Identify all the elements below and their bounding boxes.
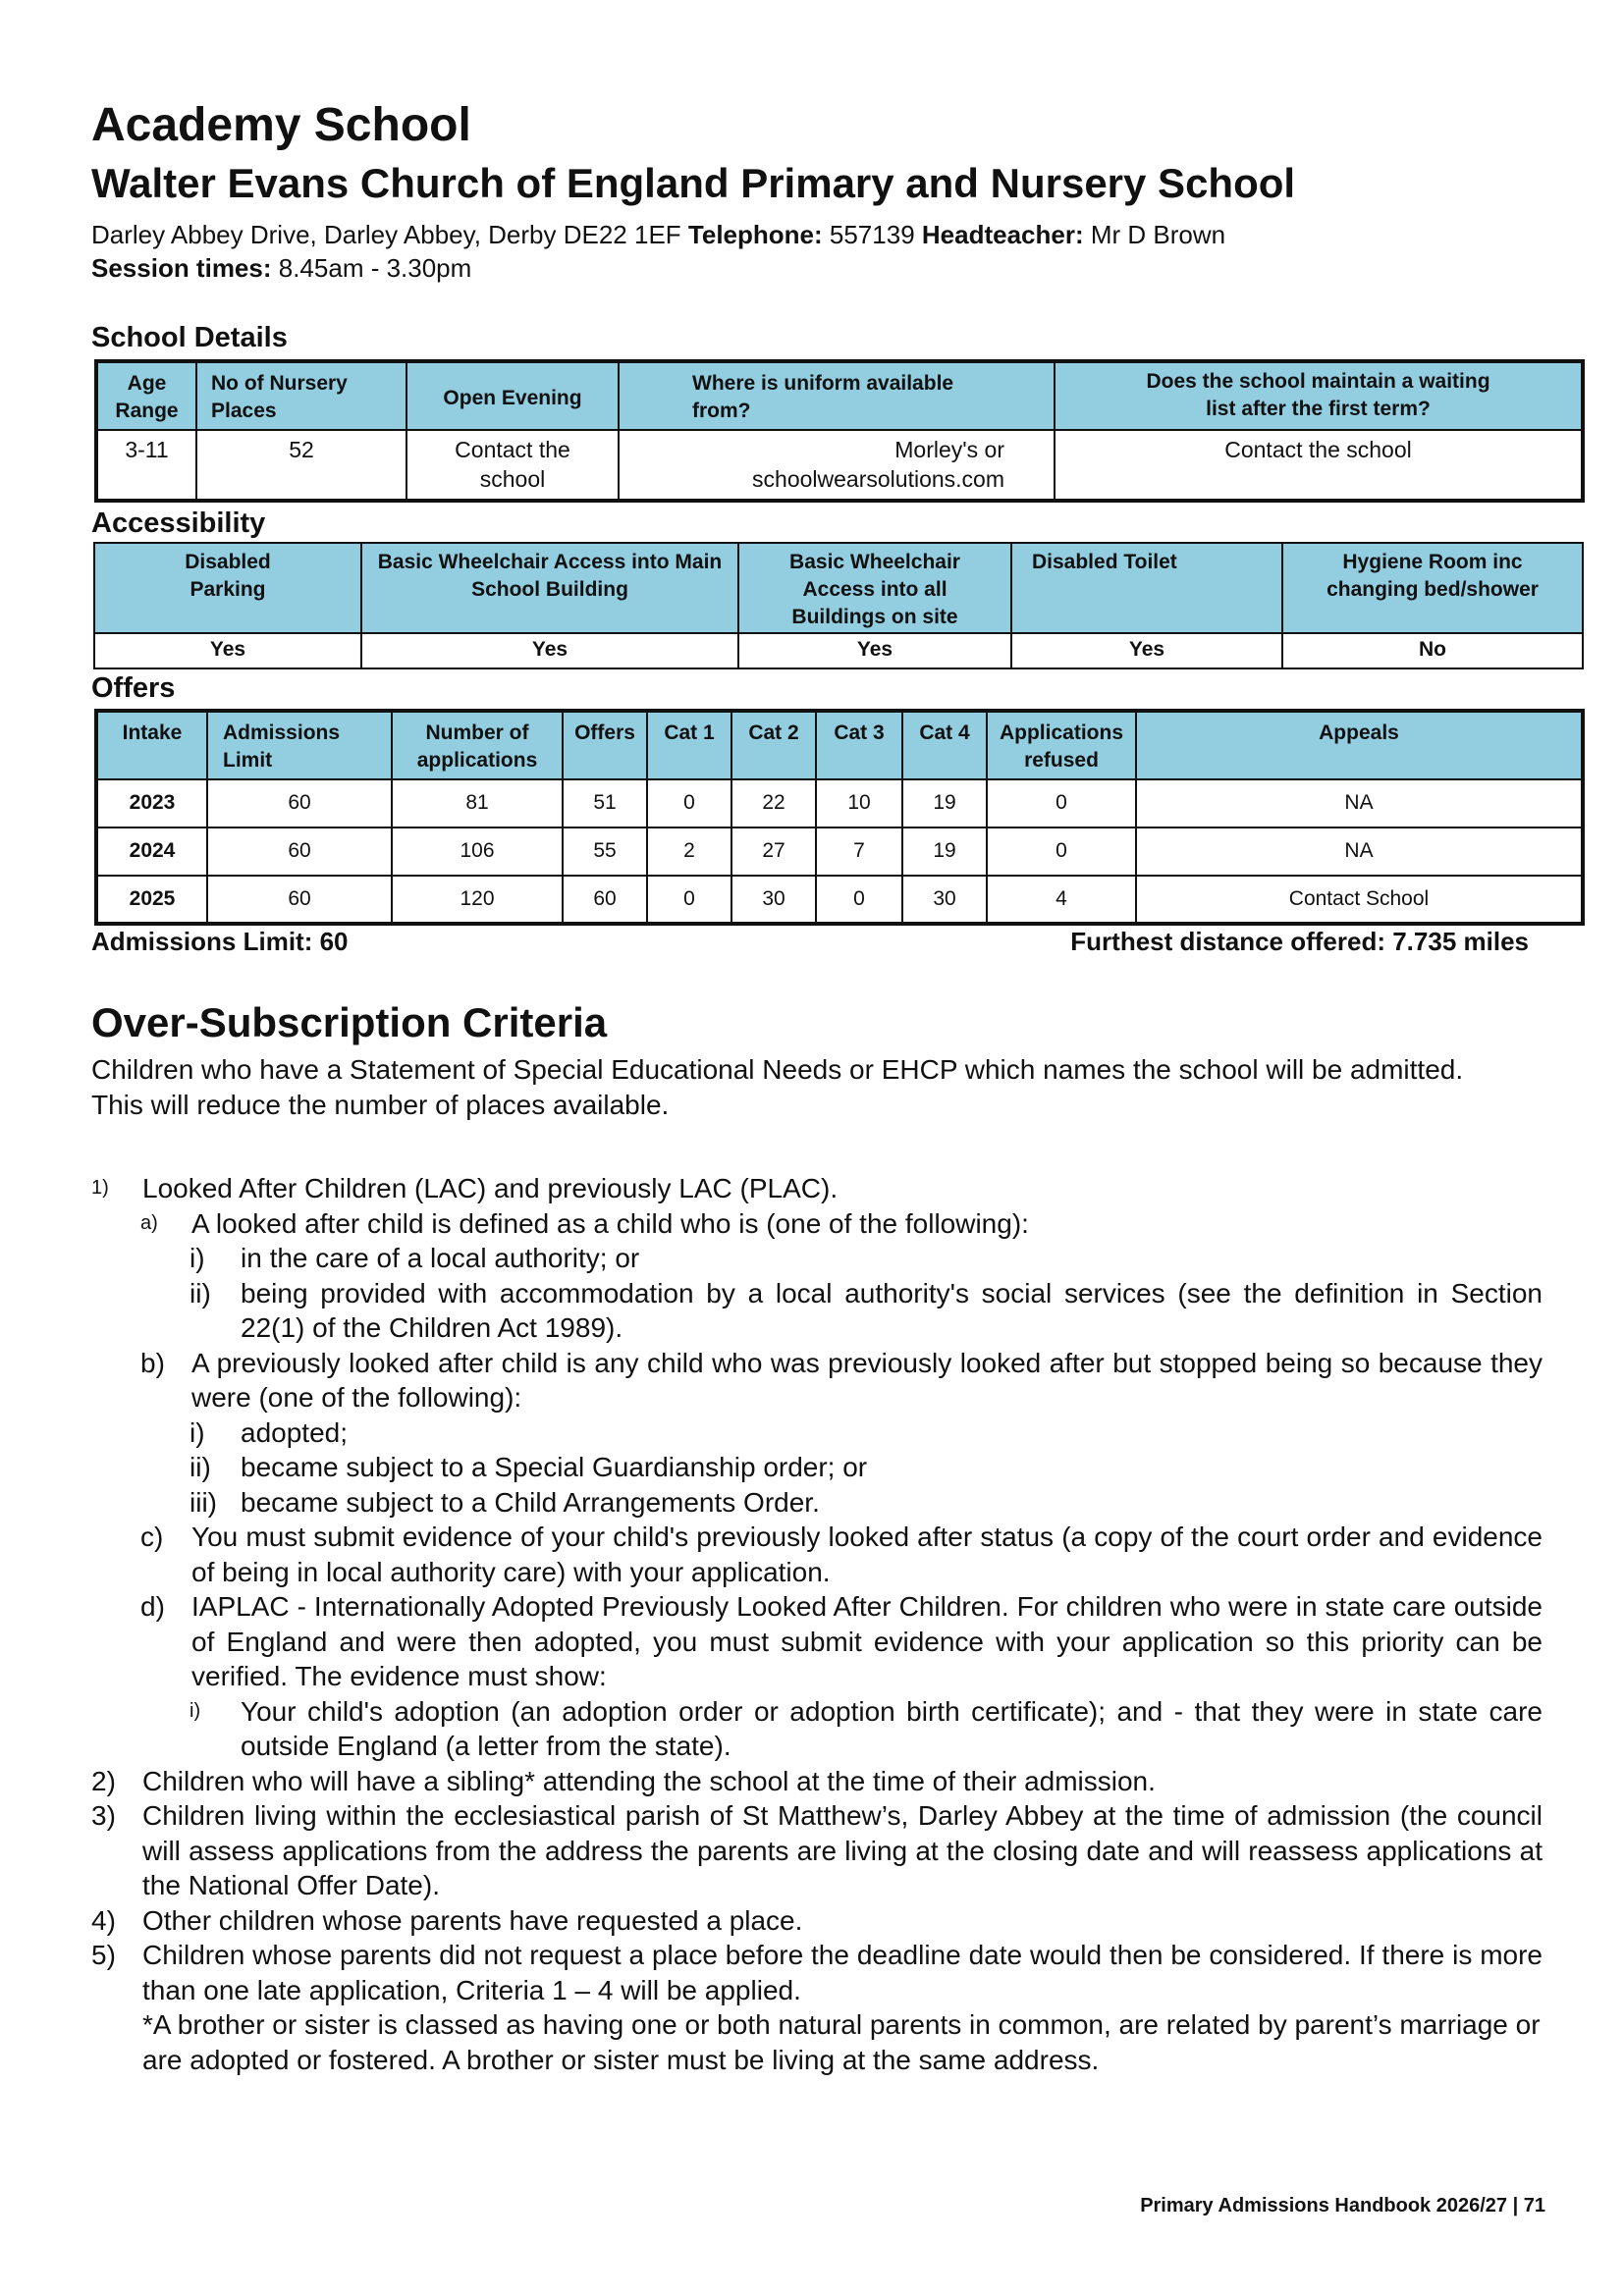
header-wheelchair-main: Basic Wheelchair Access into Main School Building	[361, 543, 738, 633]
list-marker: ii)	[189, 1452, 211, 1482]
header-disabled-toilet: Disabled Toilet	[1011, 543, 1282, 633]
session-times: 8.45am - 3.30pm	[278, 253, 472, 283]
list-marker: i)	[189, 1416, 205, 1448]
list-text: Looked After Children (LAC) and previously LAC (PLAC).	[142, 1173, 839, 1203]
headteacher: Mr D Brown	[1090, 220, 1226, 249]
cell: 0	[987, 779, 1136, 828]
list-item	[91, 1206, 1543, 1242]
list-text: adopted;	[241, 1416, 348, 1448]
list-item	[91, 1938, 1543, 2007]
value-disabled-parking: Yes	[94, 633, 361, 668]
school-details-heading: School Details	[91, 322, 288, 353]
telephone-label: Telephone:	[687, 220, 823, 249]
sibling-note	[91, 2007, 1543, 2077]
list-text: became subject to a Special Guardianship order; or	[241, 1452, 868, 1482]
cell: 19	[902, 828, 987, 876]
header-wheelchair-all: Basic Wheelchair Access into all Buildings on site	[738, 543, 1011, 633]
school-contact-info	[91, 218, 1225, 285]
value-uniform: Morley's or schoolwearsolutions.com	[619, 430, 1055, 501]
value-wheelchair-all: Yes	[738, 633, 1011, 668]
cell: 22	[731, 779, 816, 828]
cell: 2	[647, 828, 731, 876]
cell: 106	[392, 828, 563, 876]
value-nursery-places: 52	[196, 430, 406, 501]
table-row	[96, 876, 1583, 924]
header-admissions-limit: Admissions Limit	[207, 711, 392, 779]
table-row	[96, 828, 1583, 876]
list-item	[91, 1694, 1543, 1764]
list-marker: ii)	[189, 1277, 211, 1308]
telephone: 557139	[829, 220, 915, 249]
list-marker: 2)	[91, 1765, 116, 1796]
furthest-distance-summary: Furthest distance offered: 7.735 miles	[1070, 927, 1529, 956]
list-item	[91, 1589, 1543, 1694]
value-wheelchair-main: Yes	[361, 633, 738, 668]
header-applications: Number of applications	[392, 711, 563, 779]
table-row	[96, 779, 1583, 828]
headteacher-label: Headteacher:	[921, 220, 1084, 249]
cell: 60	[207, 828, 392, 876]
cell-intake: 2025	[96, 876, 207, 924]
list-item	[91, 1346, 1543, 1415]
list-marker: i)	[189, 1243, 205, 1273]
list-marker: 4)	[91, 1904, 116, 1936]
criteria-list	[91, 1171, 1543, 2077]
list-item	[91, 1485, 1543, 1521]
list-text: Children living within the ecclesiastical parish of St Matthew’s, Darley Abbey at the time of admission (the council will assess applications from the address the parents are living at the closing date and will reassess applications at the National Offer Date).	[142, 1800, 1543, 1900]
header-offers: Offers	[563, 711, 647, 779]
list-item	[91, 1450, 1543, 1485]
header-intake: Intake	[96, 711, 207, 779]
cell-intake: 2024	[96, 828, 207, 876]
list-item	[91, 1276, 1543, 1346]
cell: 0	[647, 876, 731, 924]
list-marker: 5)	[91, 1940, 116, 1970]
value-waiting-list: Contact the school	[1055, 430, 1583, 501]
list-marker: 3)	[91, 1800, 116, 1831]
cell: 30	[731, 876, 816, 924]
list-item	[91, 1798, 1543, 1903]
value-hygiene-room: No	[1282, 633, 1583, 668]
cell: Contact School	[1136, 876, 1583, 924]
cell: 27	[731, 828, 816, 876]
accessibility-heading: Accessibility	[91, 507, 266, 539]
header-cat1: Cat 1	[647, 711, 731, 779]
header-disabled-parking: Disabled Parking	[94, 543, 361, 633]
cell: 10	[816, 779, 902, 828]
session-label: Session times:	[91, 253, 272, 283]
list-marker: a)	[140, 1211, 158, 1234]
list-item	[91, 1520, 1543, 1589]
cell: 60	[563, 876, 647, 924]
address: Darley Abbey Drive, Darley Abbey, Derby DE22 1EF	[91, 220, 681, 249]
header-waiting-list: Does the school maintain a waiting list after the first term?	[1055, 361, 1583, 430]
header-hygiene-room: Hygiene Room inc changing bed/shower	[1282, 543, 1583, 633]
cell: 0	[816, 876, 902, 924]
cell-intake: 2023	[96, 779, 207, 828]
school-name: Walter Evans Church of England Primary and Nursery School	[91, 160, 1296, 206]
cell: NA	[1136, 828, 1583, 876]
list-text: A previously looked after child is any child who was previously looked after but stopped being so because they were (one of the following):	[191, 1347, 1543, 1413]
cell: 55	[563, 828, 647, 876]
header-applications-refused: Applications refused	[987, 711, 1136, 779]
page-category: Academy School	[91, 99, 471, 151]
cell: 19	[902, 779, 987, 828]
value-open-evening: Contact the school	[406, 430, 619, 501]
list-marker: iii)	[189, 1486, 217, 1518]
criteria-heading: Over-Subscription Criteria	[91, 999, 608, 1045]
list-text: in the care of a local authority; or	[241, 1243, 640, 1273]
header-uniform: Where is uniform available from?	[619, 361, 1055, 430]
list-item	[91, 1764, 1543, 1799]
cell: 60	[207, 779, 392, 828]
header-nursery-places: No of Nursery Places	[196, 361, 406, 430]
accessibility-table	[93, 542, 1584, 669]
cell: 81	[392, 779, 563, 828]
list-text: became subject to a Child Arrangements Order.	[241, 1486, 820, 1518]
list-text: IAPLAC - Internationally Adopted Previously Looked After Children. For children who were in state care outside of England and were then adopted, you must submit evidence with your application so this priority can be verified. The evidence must show:	[191, 1591, 1543, 1691]
list-text: Your child's adoption (an adoption order or adoption birth certificate); and - that they were in state care outside England (a letter from the state).	[241, 1695, 1543, 1761]
header-cat2: Cat 2	[731, 711, 816, 779]
cell: 60	[207, 876, 392, 924]
list-item	[91, 1171, 1543, 1206]
cell: 30	[902, 876, 987, 924]
header-appeals: Appeals	[1136, 711, 1583, 779]
cell: 7	[816, 828, 902, 876]
list-text: Other children whose parents have requested a place.	[142, 1904, 803, 1936]
page-footer: Primary Admissions Handbook 2026/27 | 71	[1140, 2195, 1545, 2216]
value-disabled-toilet: Yes	[1011, 633, 1282, 668]
value-age-range: 3-11	[96, 430, 196, 501]
cell: 0	[647, 779, 731, 828]
cell: 4	[987, 876, 1136, 924]
header-age-range: Age Range	[96, 361, 196, 430]
school-details-table	[94, 359, 1585, 503]
list-item	[91, 1241, 1543, 1276]
admissions-limit-summary: Admissions Limit: 60	[91, 927, 349, 956]
list-marker: b)	[140, 1347, 165, 1378]
list-marker: c)	[140, 1522, 164, 1552]
sibling-note-text: *A brother or sister is classed as having one or both natural parents in common, are related by parent’s marriage or are adopted or fostered. A brother or sister must be living at the same address.	[142, 2009, 1541, 2075]
header-cat4: Cat 4	[902, 711, 987, 779]
offers-table	[94, 709, 1585, 926]
cell: 120	[392, 876, 563, 924]
offers-heading: Offers	[91, 672, 176, 704]
cell: 51	[563, 779, 647, 828]
cell: NA	[1136, 779, 1583, 828]
header-open-evening: Open Evening	[406, 361, 619, 430]
criteria-intro: Children who have a Statement of Special Educational Needs or EHCP which names the school will be admitted. This will reduce the number of places available.	[91, 1054, 1464, 1120]
list-text: being provided with accommodation by a local authority's social services (see the definition in Section 22(1) of the Children Act 1989).	[241, 1277, 1543, 1343]
list-item	[91, 1415, 1543, 1451]
list-text: Children whose parents did not request a place before the deadline date would then be considered. If there is more than one late application, Criteria 1 – 4 will be applied.	[142, 1940, 1543, 2005]
list-marker: d)	[140, 1591, 165, 1622]
list-text: A looked after child is defined as a child who is (one of the following):	[191, 1207, 1029, 1239]
header-cat3: Cat 3	[816, 711, 902, 779]
list-marker: i)	[189, 1699, 201, 1722]
list-item	[91, 1903, 1543, 1939]
list-marker: 1)	[91, 1177, 109, 1199]
list-text: You must submit evidence of your child's previously looked after status (a copy of the court order and evidence of being in local authority care) with your application.	[191, 1522, 1543, 1587]
cell: 0	[987, 828, 1136, 876]
list-text: Children who will have a sibling* attending the school at the time of their admission.	[142, 1765, 1156, 1796]
